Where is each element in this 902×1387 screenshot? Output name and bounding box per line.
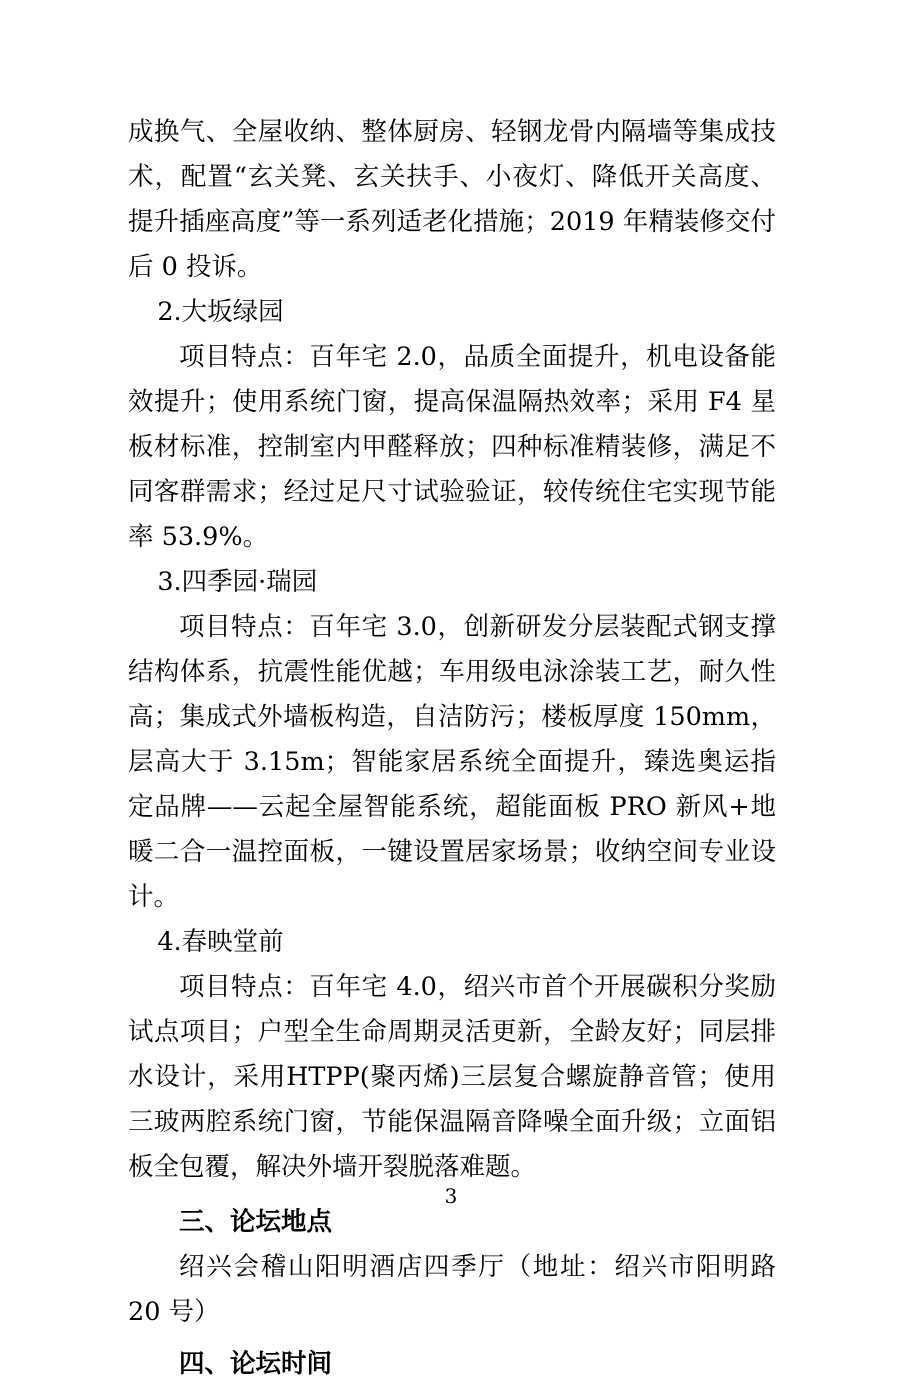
paragraph-project-features-3: 项目特点：百年宅 3.0，创新研发分层装配式钢支撑结构体系，抗震性能优越；车用级电泳涂装工艺，耐久性高；集成式外墙板构造，自洁防污；楼板厚度 150mm，层高大于 3.15m；智能家居系统全面提升，臻选奥运指定品牌——云起全屋智能系统，超能面板 PRO 新风+地暖二合一温控面板，一键设置居家场景；收纳空间专业设计。: [128, 612, 776, 912]
list-item-heading-3: 3.四季园·瑞园: [157, 567, 318, 597]
paragraph-continuation: 成换气、全屋收纳、整体厨房、轻钢龙骨内隔墙等集成技术，配置“玄关凳、玄关扶手、小夜灯、降低开关高度、提升插座高度”等一系列适老化措施；2019 年精装修交付后 0 投诉。: [128, 117, 776, 282]
list-item-heading-2: 2.大坂绿园: [157, 297, 284, 327]
page-number: 3: [444, 1184, 458, 1208]
spacer: [128, 1335, 776, 1342]
section-heading-time: 四、论坛时间: [179, 1349, 333, 1379]
paragraph-venue-address: 绍兴会稽山阳明酒店四季厅（地址：绍兴市阳明路 20 号）: [128, 1252, 776, 1327]
list-item-heading-4: 4.春映堂前: [157, 927, 284, 957]
section-heading-venue: 三、论坛地点: [179, 1207, 333, 1237]
paragraph-project-features-4: 项目特点：百年宅 4.0，绍兴市首个开展碳积分奖励试点项目；户型全生命周期灵活更新，全龄友好；同层排水设计，采用HTPP(聚丙烯)三层复合螺旋静音管；使用三玻两腔系统门窗，节能保温隔音降噪全面升级；立面铝板全包覆，解决外墙开裂脱落难题。: [128, 972, 776, 1182]
paragraph-project-features-2: 项目特点：百年宅 2.0，品质全面提升，机电设备能效提升；使用系统门窗，提高保温隔热效率；采用 F4 星板材标准，控制室内甲醛释放；四种标准精装修，满足不同客群需求；经过足尺寸试验验证，较传统住宅实现节能率 53.9%。: [128, 342, 776, 552]
